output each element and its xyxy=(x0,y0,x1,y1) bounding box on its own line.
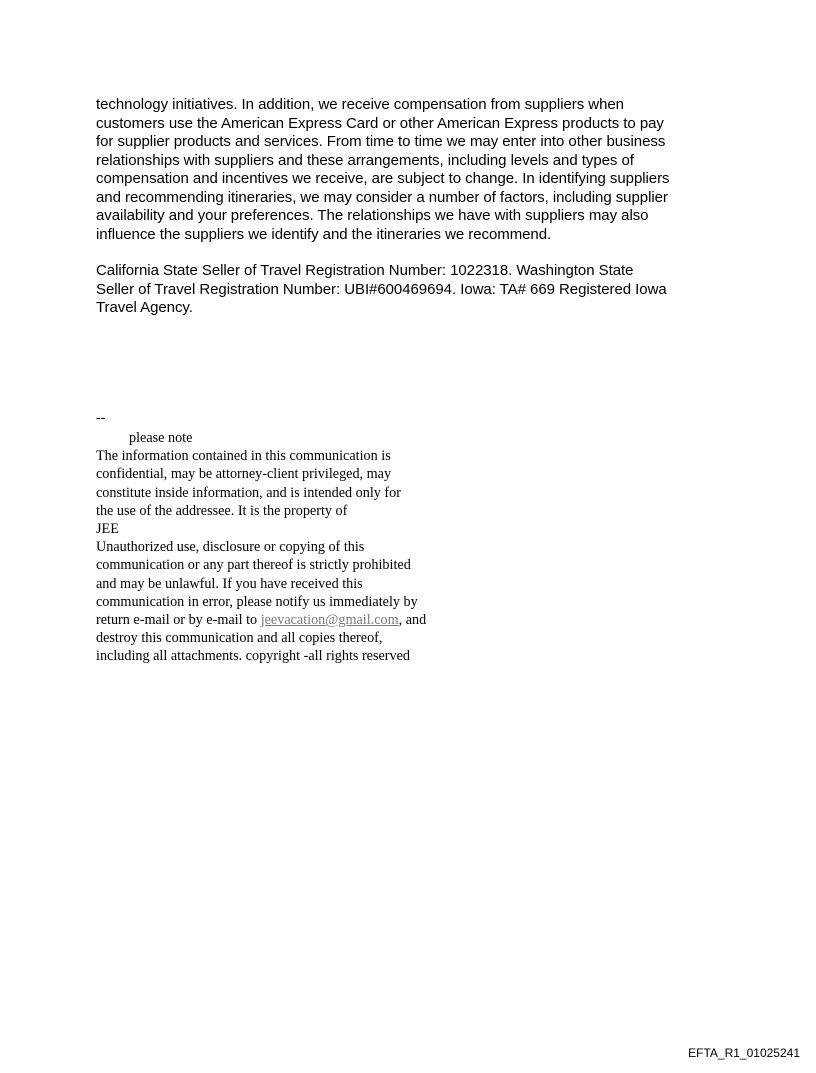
notice-heading: please note xyxy=(129,430,193,446)
notice-line: The information contained in this communication is xyxy=(96,448,391,465)
document-id-footer: EFTA_R1_01025241 xyxy=(688,1046,800,1060)
registration-paragraph xyxy=(96,262,736,318)
paragraph-line: and recommending itineraries, we may consider a number of factors, including supplier xyxy=(96,188,668,206)
paragraph-line: customers use the American Express Card or other American Express products to pay xyxy=(96,114,664,132)
signature-separator xyxy=(96,409,496,427)
separator-text: -- xyxy=(96,410,106,426)
notice-line: confidential, may be attorney-client privileged, may xyxy=(96,466,392,483)
email-link[interactable]: jeevacation@gmail.com xyxy=(260,612,399,629)
notice-line: and may be unlawful. If you have received this xyxy=(96,575,363,592)
confidentiality-notice xyxy=(96,429,496,666)
disclosure-paragraph xyxy=(96,96,736,244)
notice-line: the use of the addressee. It is the property of xyxy=(96,502,348,519)
notice-line: JEE xyxy=(96,521,119,538)
notice-line: constitute inside information, and is intended only for xyxy=(96,484,401,501)
paragraph-line: relationships with suppliers and these arrangements, including levels and types of xyxy=(96,151,634,169)
notice-email-line xyxy=(96,611,496,629)
paragraph-line: for supplier products and services. From time to time we may enter into other business xyxy=(96,133,666,150)
notice-line: communication or any part thereof is strictly prohibited xyxy=(96,557,411,574)
notice-line: destroy this communication and all copies thereof, xyxy=(96,630,383,647)
paragraph-line: influence the suppliers we identify and the itineraries we recommend. xyxy=(96,225,552,243)
notice-line: Unauthorized use, disclosure or copying of this xyxy=(96,539,365,556)
paragraph-line: technology initiatives. In addition, we receive compensation from suppliers when xyxy=(96,96,624,113)
paragraph-line: Travel Agency. xyxy=(96,299,193,316)
paragraph-line: California State Seller of Travel Registration Number: 1022318. Washington State xyxy=(96,262,634,279)
notice-line: including all attachments. copyright -all rights reserved xyxy=(96,648,411,665)
paragraph-line: compensation and incentives we receive, are subject to change. In identifying suppliers xyxy=(96,170,670,187)
paragraph-line: availability and your preferences. The relationships we have with suppliers may also xyxy=(96,207,649,224)
email-suffix-text: , and xyxy=(398,612,427,629)
email-prefix-text: return e-mail or by e-mail to xyxy=(96,612,261,629)
paragraph-line: Seller of Travel Registration Number: UBI#600469694. Iowa: TA# 669 Registered Iowa xyxy=(96,280,667,298)
notice-line: communication in error, please notify us immediately by xyxy=(96,593,418,610)
